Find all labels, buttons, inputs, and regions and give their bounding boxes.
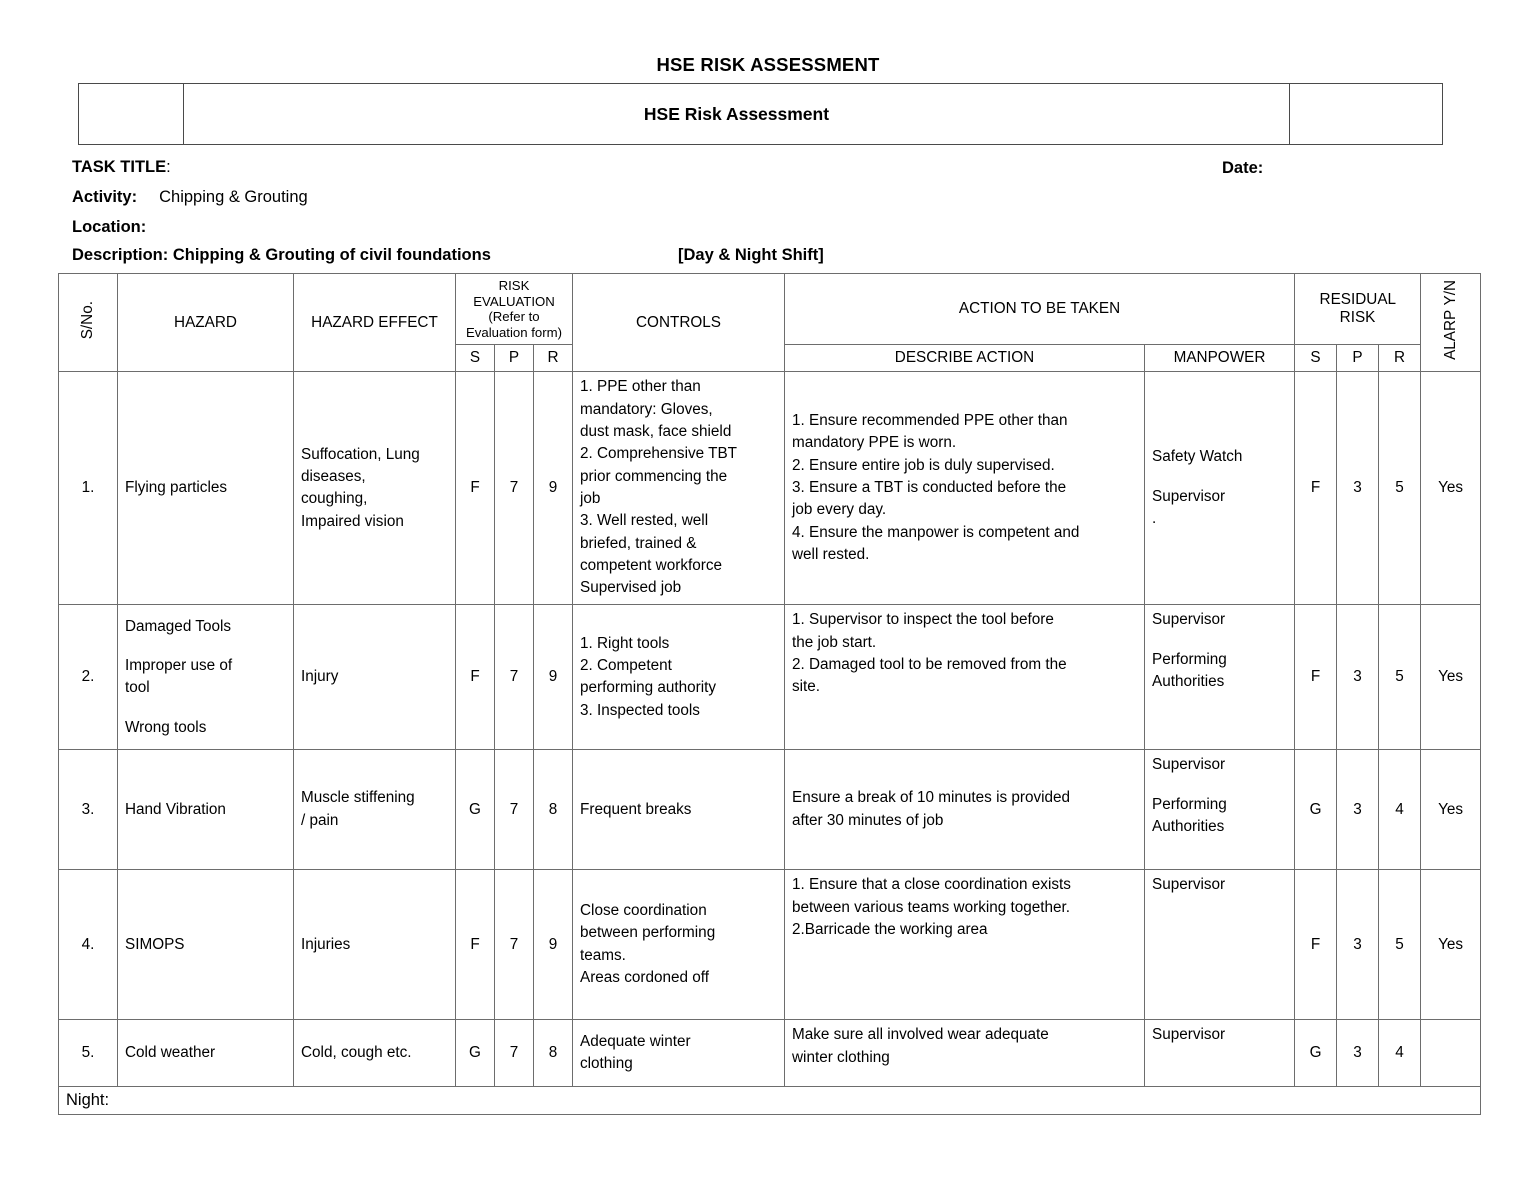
row-residual-r: 5: [1379, 605, 1421, 750]
row-describe-action-line: the job start.: [792, 633, 877, 651]
row-hazard-line: tool: [125, 679, 150, 697]
row-hazard-effect-line: Impaired vision: [301, 512, 404, 530]
row-residual-r: 4: [1379, 750, 1421, 870]
night-label: Night:: [59, 1087, 1481, 1115]
header-eval-s: S: [456, 345, 495, 372]
page-title: HSE RISK ASSESSMENT: [656, 54, 880, 75]
task-title-line: [72, 158, 171, 177]
row-eval-p: 7: [495, 870, 534, 1020]
row-hazard-effect: [294, 1020, 456, 1087]
row-controls-line: job: [580, 489, 601, 507]
row-eval-r: 8: [534, 750, 573, 870]
table-row: [59, 372, 1481, 605]
row-controls: [573, 750, 785, 870]
location-line: [72, 218, 146, 237]
header-risk-eval-l5: form): [531, 324, 563, 340]
row-manpower-line: Supervisor: [1152, 1026, 1226, 1044]
row-describe-action-line: mandatory PPE is worn.: [792, 434, 957, 452]
row-controls-line: 1. Right tools: [580, 634, 670, 652]
row-eval-s: F: [456, 605, 495, 750]
row-hazard-effect-line: Injury: [301, 668, 339, 686]
row-controls-line: competent workforce: [580, 556, 722, 574]
activity-label: Activity:: [72, 188, 138, 206]
row-hazard-effect-line: Cold, cough etc.: [301, 1044, 412, 1062]
row-controls-line: Adequate winter: [580, 1032, 691, 1050]
row-hazard: [118, 605, 294, 750]
row-alarp: Yes: [1421, 750, 1481, 870]
row-controls-line: between performing: [580, 924, 716, 942]
row-controls-line: mandatory: Gloves,: [580, 400, 713, 418]
row-controls-line: Supervised job: [580, 579, 682, 597]
header-residual-risk-l1: RESIDUAL: [1319, 291, 1396, 309]
row-residual-s: F: [1295, 372, 1337, 605]
row-describe-action-line: job every day.: [792, 501, 887, 519]
header-risk-eval-l3: (Refer to: [488, 309, 540, 325]
row-describe-action: [785, 750, 1145, 870]
row-eval-p: 7: [495, 372, 534, 605]
header-controls: CONTROLS: [573, 274, 785, 372]
row-hazard-line: Wrong tools: [125, 718, 207, 736]
row-describe-action-line: 4. Ensure the manpower is competent and: [792, 523, 1080, 541]
row-manpower-line: [1152, 632, 1287, 649]
header-sno-text: S/No.: [79, 301, 96, 340]
row-residual-p: 3: [1337, 605, 1379, 750]
row-hazard-line: Cold weather: [125, 1044, 216, 1062]
row-serial-number: 2.: [59, 605, 118, 750]
row-serial-number: 5.: [59, 1020, 118, 1087]
row-controls-line: performing authority: [580, 679, 717, 697]
row-hazard-effect-line: / pain: [301, 811, 339, 829]
row-residual-p: 3: [1337, 870, 1379, 1020]
row-describe-action-line: site.: [792, 678, 821, 696]
row-alarp: [1421, 1020, 1481, 1087]
table-footer: [59, 1087, 1481, 1115]
location-label: Location:: [72, 218, 147, 236]
row-alarp: Yes: [1421, 605, 1481, 750]
header-eval-r: R: [534, 345, 573, 372]
row-eval-r: 9: [534, 372, 573, 605]
row-hazard-line: [125, 700, 286, 717]
row-controls-line: 2. Comprehensive TBT: [580, 445, 738, 463]
row-hazard-line: Damaged Tools: [125, 617, 232, 635]
header-eval-p: P: [495, 345, 534, 372]
row-hazard-line: Flying particles: [125, 479, 228, 497]
row-manpower-line: Authorities: [1152, 672, 1225, 690]
row-manpower-line: Supervisor: [1152, 611, 1226, 629]
row-eval-r: 9: [534, 605, 573, 750]
row-hazard-line: SIMOPS: [125, 935, 185, 953]
row-residual-s: G: [1295, 1020, 1337, 1087]
task-title-colon: :: [166, 158, 171, 176]
row-residual-r: 5: [1379, 870, 1421, 1020]
row-residual-p: 3: [1337, 1020, 1379, 1087]
date-line: [1222, 159, 1263, 178]
row-manpower: [1145, 870, 1295, 1020]
row-manpower-line: Supervisor: [1152, 756, 1226, 774]
row-describe-action-line: 2.Barricade the working area: [792, 920, 988, 938]
header-residual-s: S: [1295, 345, 1337, 372]
row-residual-r: 5: [1379, 372, 1421, 605]
header-risk-eval-l1: RISK: [498, 278, 530, 293]
row-hazard-effect: [294, 605, 456, 750]
row-hazard-line: Hand Vibration: [125, 800, 226, 818]
row-manpower-line: Supervisor: [1152, 876, 1226, 894]
row-eval-p: 7: [495, 1020, 534, 1087]
row-describe-action-line: winter clothing: [792, 1048, 890, 1066]
header-describe-action: DESCRIBE ACTION: [785, 345, 1145, 372]
row-controls-line: 3. Inspected tools: [580, 701, 700, 719]
row-controls-line: Areas cordoned off: [580, 969, 709, 987]
header-risk-evaluation: [456, 274, 573, 345]
row-describe-action-line: 2. Ensure entire job is duly supervised.: [792, 456, 1055, 474]
row-alarp: Yes: [1421, 870, 1481, 1020]
header-alarp-l2: Y/N: [1441, 280, 1459, 306]
row-controls-line: Close coordination: [580, 902, 707, 920]
row-manpower-line: Safety Watch: [1152, 448, 1243, 466]
header-banner: [78, 83, 1443, 145]
row-eval-s: F: [456, 372, 495, 605]
row-controls-line: 3. Well rested, well: [580, 512, 709, 530]
row-hazard: [118, 750, 294, 870]
row-controls: [573, 870, 785, 1020]
row-hazard-line: Improper use of: [125, 656, 233, 674]
header-hazard-effect: HAZARD EFFECT: [294, 274, 456, 372]
row-manpower: [1145, 372, 1295, 605]
row-describe-action-line: 1. Ensure recommended PPE other than: [792, 412, 1068, 430]
header-residual-risk-l2: RISK: [1339, 309, 1376, 327]
row-manpower-line: Authorities: [1152, 817, 1225, 835]
table-body: [59, 372, 1481, 1087]
row-hazard-line: [125, 638, 286, 655]
header-action-to-be-taken: ACTION TO BE TAKEN: [785, 274, 1295, 345]
row-manpower-line: Performing: [1152, 795, 1227, 813]
banner-logo-cell: [79, 84, 184, 144]
row-hazard-effect-line: coughing,: [301, 490, 368, 508]
row-residual-p: 3: [1337, 372, 1379, 605]
table-header: [59, 274, 1481, 372]
row-describe-action-line: 3. Ensure a TBT is conducted before the: [792, 479, 1067, 497]
row-controls-line: teams.: [580, 946, 626, 964]
row-describe-action-line: well rested.: [792, 546, 870, 564]
row-alarp: Yes: [1421, 372, 1481, 605]
header-alarp-l1: ALARP: [1441, 309, 1459, 361]
row-eval-p: 7: [495, 605, 534, 750]
row-residual-r: 4: [1379, 1020, 1421, 1087]
row-controls-line: 1. PPE other than: [580, 378, 701, 396]
row-hazard-effect: [294, 870, 456, 1020]
row-serial-number: 3.: [59, 750, 118, 870]
header-alarp-text: [1441, 280, 1460, 360]
activity-value: Chipping & Grouting: [159, 188, 308, 206]
row-serial-number: 4.: [59, 870, 118, 1020]
row-describe-action-line: between various teams working together.: [792, 898, 1071, 916]
header-risk-eval-l4: Evaluation: [465, 324, 528, 340]
header-manpower: MANPOWER: [1145, 345, 1295, 372]
header-hazard: HAZARD: [118, 274, 294, 372]
table-row: [59, 750, 1481, 870]
row-hazard: [118, 870, 294, 1020]
row-controls: [573, 372, 785, 605]
row-controls-line: briefed, trained &: [580, 534, 697, 552]
row-eval-s: F: [456, 870, 495, 1020]
banner-title-cell: [184, 84, 1290, 144]
header-residual-risk: [1295, 274, 1421, 345]
row-manpower: [1145, 1020, 1295, 1087]
row-eval-s: G: [456, 1020, 495, 1087]
row-eval-r: 8: [534, 1020, 573, 1087]
table-row: [59, 605, 1481, 750]
row-describe-action: [785, 605, 1145, 750]
header-sno: [59, 274, 118, 372]
row-controls: [573, 1020, 785, 1087]
description-line: Description: Chipping & Grouting of civil foundations: [72, 246, 491, 264]
shift-line: [Day & Night Shift]: [678, 246, 824, 264]
header-residual-p: P: [1337, 345, 1379, 372]
row-controls: [573, 605, 785, 750]
row-describe-action: [785, 372, 1145, 605]
row-hazard-effect: [294, 750, 456, 870]
row-hazard-effect-line: Suffocation, Lung: [301, 445, 420, 463]
row-manpower-line: Performing: [1152, 650, 1227, 668]
row-describe-action-line: 2. Damaged tool to be removed from the: [792, 655, 1067, 673]
row-eval-p: 7: [495, 750, 534, 870]
row-hazard: [118, 1020, 294, 1087]
task-title-label: TASK TITLE: [72, 158, 167, 176]
header-row-main: [59, 274, 1481, 345]
row-eval-r: 9: [534, 870, 573, 1020]
row-controls-line: 2. Competent: [580, 656, 672, 674]
row-describe-action: [785, 870, 1145, 1020]
banner-right-cell: [1290, 84, 1442, 144]
row-manpower-line: [1152, 469, 1287, 486]
row-describe-action-line: Ensure a break of 10 minutes is provided: [792, 789, 1071, 807]
row-serial-number: 1.: [59, 372, 118, 605]
row-residual-p: 3: [1337, 750, 1379, 870]
row-residual-s: G: [1295, 750, 1337, 870]
header-risk-eval-l2: EVALUATION: [473, 293, 555, 309]
row-describe-action-line: after 30 minutes of job: [792, 811, 944, 829]
row-hazard-effect-line: Injuries: [301, 935, 351, 953]
risk-assessment-table: [58, 273, 1481, 1115]
table-row: [59, 1020, 1481, 1087]
header-alarp: [1421, 274, 1481, 372]
row-eval-s: G: [456, 750, 495, 870]
row-manpower: [1145, 750, 1295, 870]
row-hazard-effect: [294, 372, 456, 605]
row-describe-action-line: 1. Ensure that a close coordination exists: [792, 876, 1071, 894]
row-manpower: [1145, 605, 1295, 750]
row-describe-action-line: 1. Supervisor to inspect the tool before: [792, 611, 1054, 629]
row-residual-s: F: [1295, 605, 1337, 750]
header-residual-r: R: [1379, 345, 1421, 372]
row-manpower-line: .: [1152, 509, 1157, 527]
banner-title-text: HSE Risk Assessment: [643, 103, 830, 124]
row-controls-line: dust mask, face shield: [580, 422, 732, 440]
table-row: [59, 870, 1481, 1020]
date-label: Date:: [1222, 159, 1264, 177]
row-describe-action: [785, 1020, 1145, 1087]
row-hazard-effect-line: Muscle stiffening: [301, 789, 415, 807]
row-hazard: [118, 372, 294, 605]
row-describe-action-line: Make sure all involved wear adequate: [792, 1026, 1049, 1044]
row-controls-line: clothing: [580, 1055, 633, 1073]
row-manpower-line: [1152, 777, 1287, 794]
row-controls-line: Frequent breaks: [580, 800, 692, 818]
row-residual-s: F: [1295, 870, 1337, 1020]
row-manpower-line: Supervisor: [1152, 487, 1226, 505]
row-controls-line: prior commencing the: [580, 467, 728, 485]
night-row: [59, 1087, 1481, 1115]
activity-line: [72, 188, 308, 207]
row-hazard-effect-line: diseases,: [301, 467, 366, 485]
